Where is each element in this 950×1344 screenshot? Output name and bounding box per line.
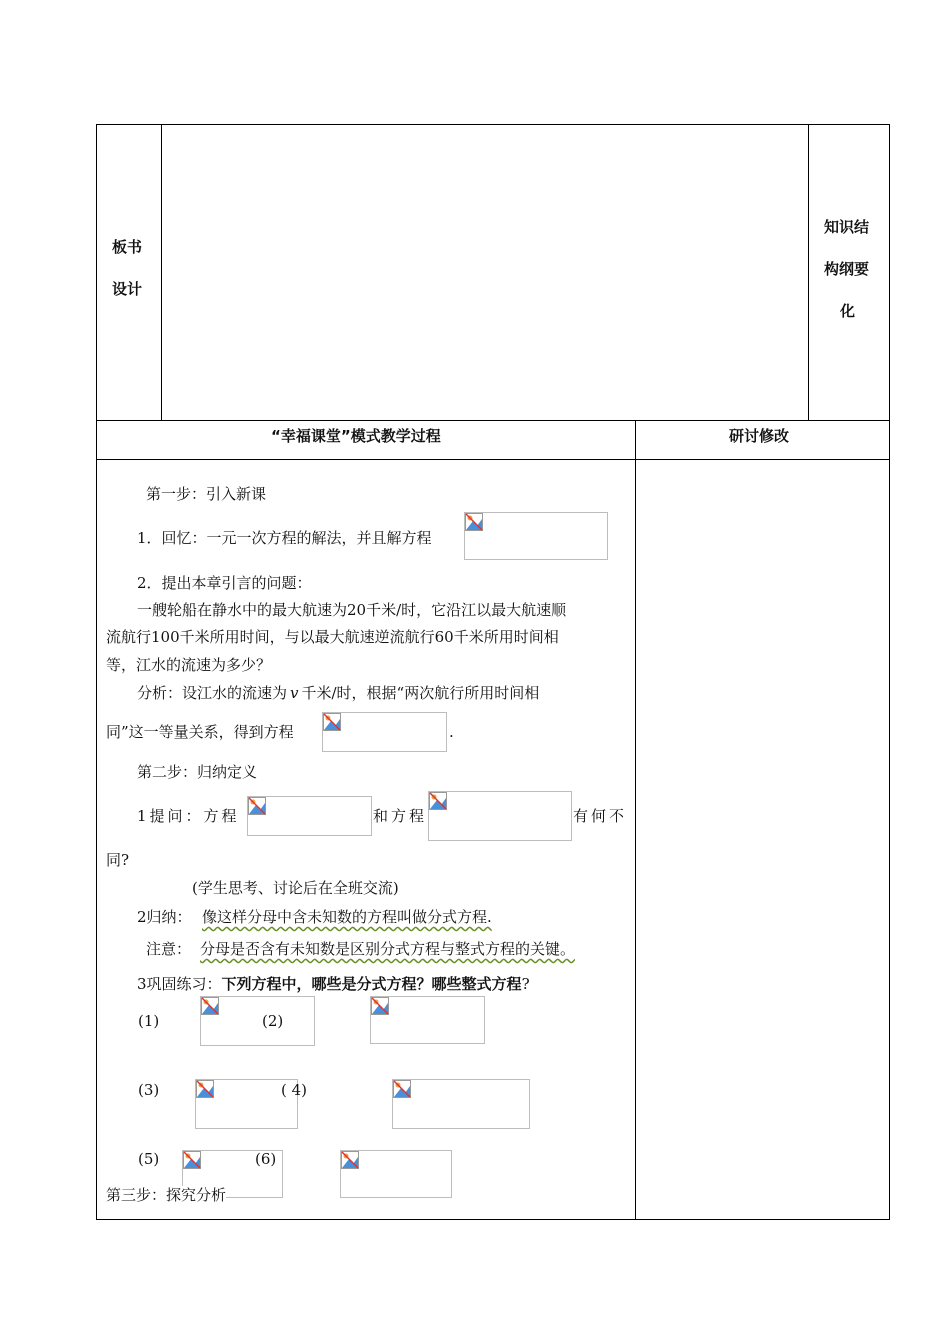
board-label-line1: 板书 bbox=[112, 238, 143, 256]
broken-image-icon bbox=[201, 997, 219, 1015]
compare-question-c: 有何不 bbox=[573, 807, 628, 825]
compare-question-b: 和方程 bbox=[373, 807, 428, 825]
practice-line bbox=[137, 975, 530, 993]
analysis-line1 bbox=[137, 684, 539, 702]
equation-image bbox=[428, 791, 572, 841]
practice-question: 下列方程中，哪些是分式方程？哪些整式方程 bbox=[221, 975, 522, 993]
board-bottom-border bbox=[96, 420, 890, 421]
exercise-equation-6 bbox=[340, 1150, 452, 1198]
broken-image-icon bbox=[248, 797, 266, 815]
problem-line1: 一艘轮船在静水中的最大航速为20千米/时，它沿江以最大航速顺 bbox=[137, 601, 567, 619]
practice-end: ? bbox=[521, 975, 530, 993]
compare-question-a: 1提问：方程 bbox=[137, 807, 240, 825]
analysis-period: . bbox=[449, 723, 454, 741]
analysis-variable: v bbox=[290, 684, 299, 702]
exercise-equation-4 bbox=[392, 1079, 530, 1129]
summary-label: 2归纳： bbox=[137, 908, 192, 926]
discussion-note: (学生思考、讨论后在全班交流) bbox=[192, 879, 399, 897]
broken-image-icon bbox=[393, 1080, 411, 1098]
table-right-border bbox=[889, 124, 890, 1220]
broken-image-icon bbox=[465, 513, 483, 531]
board-right-divider bbox=[808, 124, 809, 420]
question-item: 2．提出本章引言的问题： bbox=[137, 574, 312, 592]
exercise-label-3: (3) bbox=[138, 1081, 160, 1099]
step3-title: 第三步：探究分析 bbox=[106, 1186, 227, 1204]
exercise-label-4: ( 4) bbox=[281, 1081, 308, 1099]
definition-text: 像这样分母中含未知数的方程叫做分式方程. bbox=[202, 908, 492, 926]
compare-question-d: 同? bbox=[106, 851, 130, 869]
broken-image-icon bbox=[371, 997, 389, 1015]
exercise-label-6: (6) bbox=[255, 1150, 277, 1168]
exercise-label-2: (2) bbox=[262, 1012, 284, 1030]
knowledge-label-line3: 化 bbox=[840, 302, 856, 320]
equation-image bbox=[464, 512, 608, 560]
header-bottom-border bbox=[96, 459, 890, 460]
problem-line2: 流航行100千米所用时间，与以最大航速逆流航行60千米所用时间相 bbox=[106, 628, 559, 646]
step1-title: 第一步：引入新课 bbox=[146, 485, 267, 503]
table-left-border bbox=[96, 124, 97, 1220]
equation-image bbox=[247, 796, 372, 836]
broken-image-icon bbox=[429, 792, 447, 810]
recall-item: 1．回忆：一元一次方程的解法，并且解方程 bbox=[137, 529, 432, 547]
broken-image-icon bbox=[183, 1151, 201, 1169]
note-label: 注意： bbox=[146, 940, 192, 958]
exercise-equation-1 bbox=[200, 996, 315, 1046]
problem-line3: 等，江水的流速为多少？ bbox=[106, 656, 272, 674]
revision-title: 研讨修改 bbox=[729, 427, 790, 445]
board-left-divider bbox=[161, 124, 162, 420]
exercise-equation-2 bbox=[370, 996, 485, 1044]
practice-label: 3巩固练习： bbox=[137, 975, 222, 993]
step2-title: 第二步：归纳定义 bbox=[137, 763, 258, 781]
exercise-label-1: (1) bbox=[138, 1012, 160, 1030]
process-title: “幸福课堂”模式教学过程 bbox=[271, 427, 441, 445]
knowledge-label-line1: 知识结 bbox=[824, 218, 870, 236]
analysis-text-a: 分析：设江水的流速为 bbox=[137, 684, 288, 702]
board-label-line2: 设计 bbox=[112, 280, 143, 298]
process-column-divider bbox=[635, 420, 636, 1220]
knowledge-label-line2: 构纲要 bbox=[824, 260, 870, 278]
note-text: 分母是否含有未知数是区别分式方程与整式方程的关键。 bbox=[200, 940, 576, 958]
table-bottom-border bbox=[96, 1219, 890, 1220]
broken-image-icon bbox=[196, 1080, 214, 1098]
broken-image-icon bbox=[341, 1151, 359, 1169]
analysis-line2: 同”这一等量关系，得到方程 bbox=[106, 723, 294, 741]
analysis-text-b: 千米/时，根据“两次航行所用时间相 bbox=[301, 684, 540, 702]
exercise-label-5: (5) bbox=[138, 1150, 160, 1168]
table-top-border bbox=[96, 124, 890, 125]
equation-image bbox=[322, 712, 447, 752]
broken-image-icon bbox=[323, 713, 341, 731]
